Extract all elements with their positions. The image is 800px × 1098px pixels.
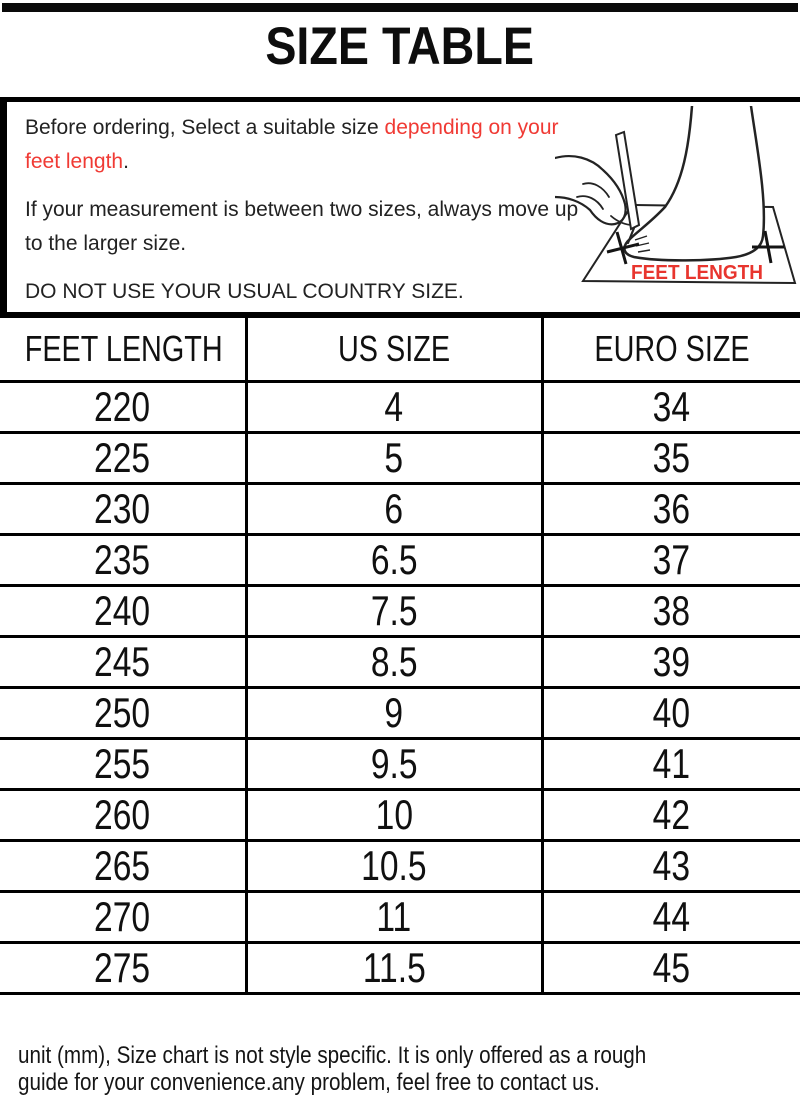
table-cell: 240 (0, 585, 246, 636)
foot-measure-illustration (555, 106, 800, 314)
table-cell: 250 (0, 687, 246, 738)
page-title-text: SIZE TABLE (265, 17, 535, 76)
instructions-text (25, 111, 585, 309)
instruction-1-suffix: . (123, 150, 129, 173)
table-cell: 255 (0, 738, 246, 789)
instruction-paragraph-3: DO NOT USE YOUR USUAL COUNTRY SIZE. (25, 280, 464, 303)
table-row (0, 381, 800, 432)
instruction-paragraph-1 (25, 111, 585, 179)
table-row (0, 534, 800, 585)
table-cell: 9 (246, 687, 542, 738)
column-header-feet-length: FEET LENGTH (0, 318, 246, 381)
size-table (0, 318, 800, 995)
footer-note-line-2: guide for your convenience.any problem, feel free to contact us. (18, 1069, 600, 1096)
table-cell: 44 (542, 891, 800, 942)
column-header-euro-size: EURO SIZE (542, 318, 800, 381)
table-cell: 10.5 (246, 840, 542, 891)
table-cell: 245 (0, 636, 246, 687)
table-cell: 8.5 (246, 636, 542, 687)
instruction-1-highlight: depending on your feet length (25, 116, 559, 173)
instruction-paragraph-2: If your measurement is between two sizes, always move up to the larger size. (25, 198, 579, 255)
table-cell: 275 (0, 942, 246, 993)
table-row (0, 636, 800, 687)
top-black-bar (2, 3, 798, 12)
page-title (0, 16, 800, 77)
table-cell: 37 (542, 534, 800, 585)
table-cell: 4 (246, 381, 542, 432)
column-header-us-size: US SIZE (246, 318, 542, 381)
table-cell: 38 (542, 585, 800, 636)
instruction-1-prefix: Before ordering, Select a suitable size (25, 116, 385, 139)
table-cell: 34 (542, 381, 800, 432)
table-row (0, 687, 800, 738)
table-cell: 42 (542, 789, 800, 840)
instructions-panel (0, 97, 800, 318)
table-cell: 39 (542, 636, 800, 687)
table-row (0, 942, 800, 993)
table-cell: 260 (0, 789, 246, 840)
feet-length-label: FEET LENGTH (631, 262, 763, 284)
table-cell: 5 (246, 432, 542, 483)
table-cell: 11.5 (246, 942, 542, 993)
table-cell: 270 (0, 891, 246, 942)
table-cell: 230 (0, 483, 246, 534)
table-cell: 9.5 (246, 738, 542, 789)
foot-measurement-icon (555, 106, 800, 314)
table-row (0, 840, 800, 891)
table-cell: 235 (0, 534, 246, 585)
table-cell: 7.5 (246, 585, 542, 636)
table-cell: 41 (542, 738, 800, 789)
table-cell: 225 (0, 432, 246, 483)
table-cell: 10 (246, 789, 542, 840)
table-row (0, 483, 800, 534)
table-cell: 35 (542, 432, 800, 483)
footer-note-line-1: unit (mm), Size chart is not style specific. It is only offered as a rough (18, 1042, 647, 1069)
table-cell: 40 (542, 687, 800, 738)
table-cell: 11 (246, 891, 542, 942)
table-row (0, 738, 800, 789)
table-row (0, 789, 800, 840)
table-cell: 265 (0, 840, 246, 891)
table-cell: 6 (246, 483, 542, 534)
table-cell: 6.5 (246, 534, 542, 585)
table-cell: 220 (0, 381, 246, 432)
table-row (0, 891, 800, 942)
table-cell: 45 (542, 942, 800, 993)
table-cell: 43 (542, 840, 800, 891)
footer-note (0, 1036, 800, 1096)
table-cell: 36 (542, 483, 800, 534)
table-row (0, 585, 800, 636)
size-table-header-row (0, 318, 800, 381)
table-row (0, 432, 800, 483)
